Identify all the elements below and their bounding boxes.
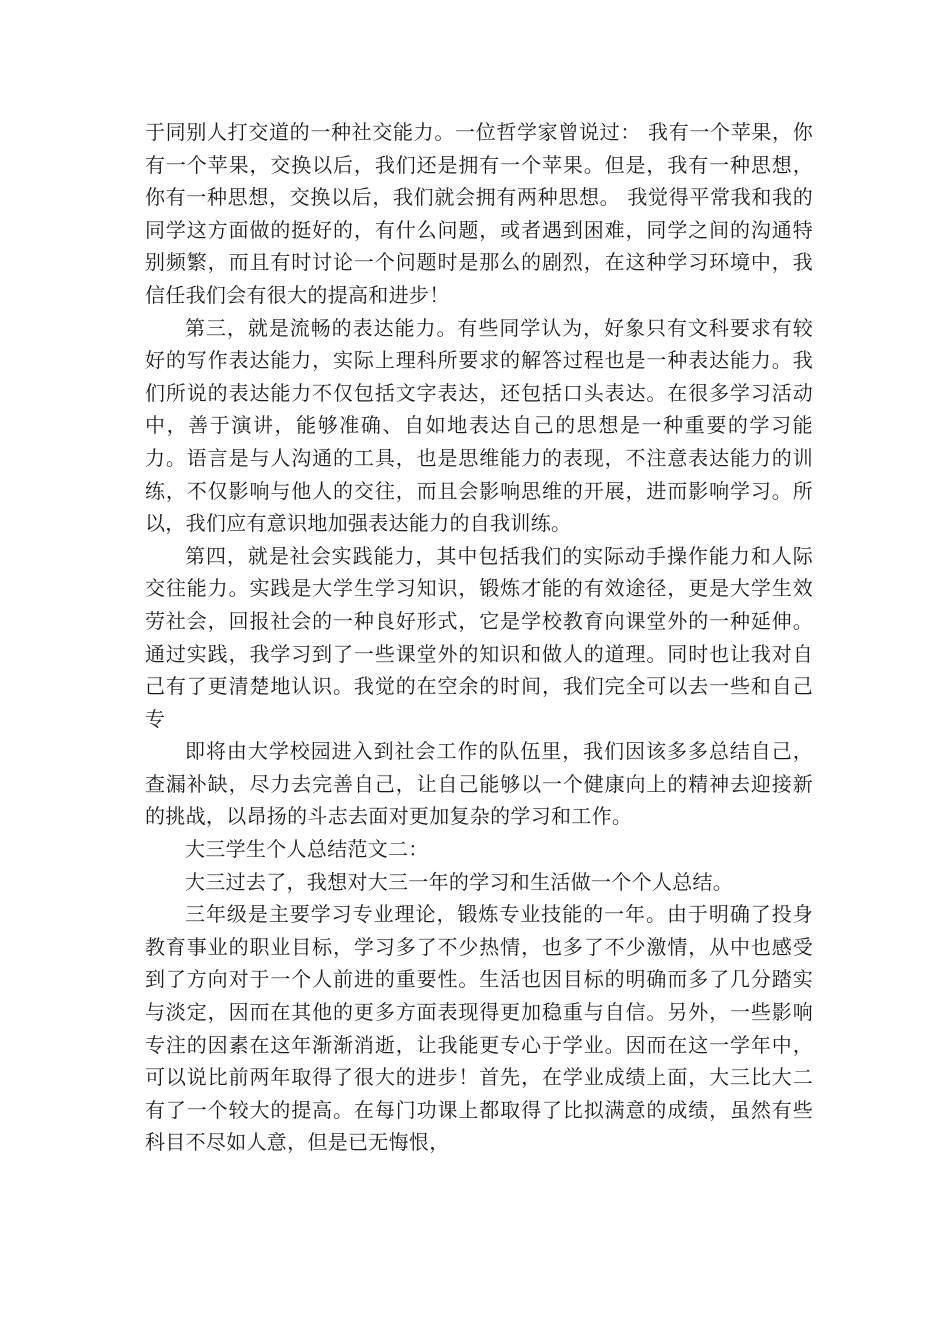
paragraph-5: 大三过去了，我想对大三一年的学习和生活做一个个人总结。 xyxy=(185,869,734,894)
paragraph-2: 第三，就是流畅的表达能力。有些同学认为，好象只有文科要求有较好的写作表达能力，实际上理科所要求的解答过程也是一种表达能力。我们所说的表达能力不仅包括文字表达，还包括口头表达。在很多学习活动中，善于演讲，能够准确、自如地表达自己的思想是一种重要的学习能力。语言是与人沟通的工具，也是思维能力的表现，不注意表达能力的训练，不仅影响与他人的交往，而且会影响思维的开展，进而影响学习。所以，我们应有意识地加强表达能力的自我训练。 xyxy=(145,315,813,536)
paragraph-1: 于同别人打交道的一种社交能力。一位哲学家曾说过： 我有一个苹果，你有一个苹果，交换以后，我们还是拥有一个苹果。但是，我有一种思想，你有一种思想，交换以后，我们就会拥有两种思想。 我觉得平常我和我的同学这方面做的挺好的，有什么问题，或者遇到困难，同学之间的沟通特别频繁，而且有时讨论一个问题时是那么的剧烈，在这种学习环境中，我信任我们会有很大的提高和进步！ xyxy=(145,120,813,307)
paragraph-6: 三年级是主要学习专业理论，锻炼专业技能的一年。由于明确了投身教育事业的职业目标，学习多了不少热情，也多了不少激情，从中也感受到了方向对于一个人前进的重要性。生活也因目标的明确而多了几分踏实与淡定，因而在其他的更多方面表现得更加稳重与自信。另外，一些影响专注的因素在这年渐渐消逝，让我能更专心于学业。因而在这一学年中，可以说比前两年取得了很大的进步！首先，在学业成绩上面，大三比大二有了一个较大的提高。在每门功课上都取得了比拟满意的成绩，虽然有些科目不尽如人意，但是已无悔恨， xyxy=(145,902,813,1155)
section-heading: 大三学生个人总结范文二： xyxy=(185,837,429,862)
paragraph-4: 即将由大学校园进入到社会工作的队伍里，我们因该多多总结自己，查漏补缺，尽力去完善自己，让自己能够以一个健康向上的精神去迎接新的挑战，以昂扬的斗志去面对更加复杂的学习和工作。 xyxy=(145,739,813,829)
paragraph-3: 第四，就是社会实践能力，其中包括我们的实际动手操作能力和人际交往能力。实践是大学生学习知识，锻炼才能的有效途径，更是大学生效劳社会，回报社会的一种良好形式，它是学校教育向课堂外的一种延伸。通过实践，我学习到了一些课堂外的知识和做人的道理。同时也让我对自己有了更清楚地认识。我觉的在空余的时间，我们完全可以去一些和自己专 xyxy=(145,543,813,731)
document-body xyxy=(145,116,813,1159)
